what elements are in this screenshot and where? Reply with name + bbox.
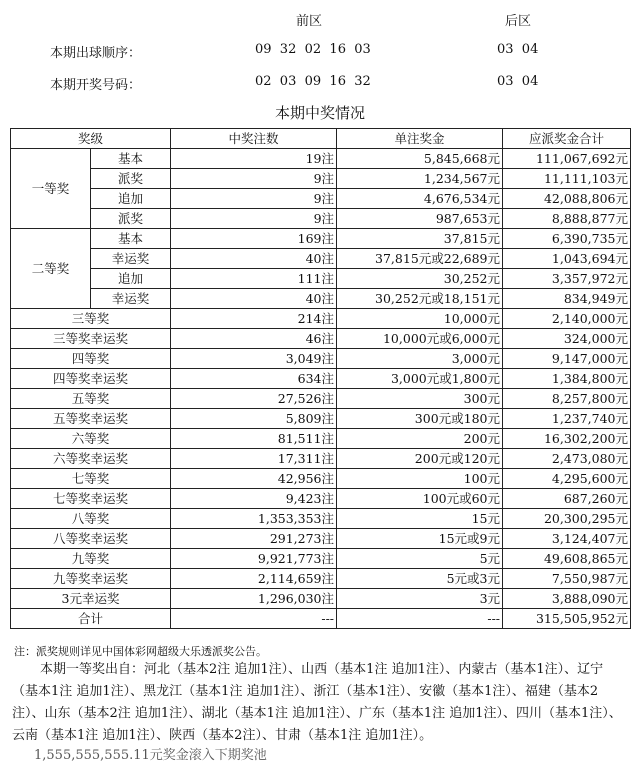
table-row [11,229,631,249]
prize-level-cell: 六等奖 [11,429,171,449]
prize-amount-cell: 4,676,534元 [337,189,503,209]
prize-amount-cell: --- [337,609,503,629]
prize-amount-cell: 10,000元或6,000元 [337,329,503,349]
winner-count-cell: 40注 [171,289,337,309]
winner-count-cell: 81,511注 [171,429,337,449]
table-row [11,189,631,209]
prize-total-cell: 16,302,200元 [503,429,631,449]
winning-numbers-front: 02 03 09 16 32 [255,74,371,89]
prize-total-cell: 324,000元 [503,329,631,349]
prize-total-cell: 3,888,090元 [503,589,631,609]
table-row [11,249,631,269]
table-row [11,609,631,629]
winning-numbers-back: 03 04 [497,74,539,89]
table-row [11,509,631,529]
table-row [11,329,631,349]
prize-amount-cell: 15元 [337,509,503,529]
header-total: 应派奖金合计 [503,129,631,149]
draw-order-front: 09 32 02 16 03 [255,42,371,57]
winner-count-cell: 46注 [171,329,337,349]
prize-sublevel-cell: 派奖 [91,169,171,189]
draw-order-label: 本期出球顺序： [50,46,142,61]
prize-total-cell: 2,140,000元 [503,309,631,329]
prize-total-cell: 1,043,694元 [503,249,631,269]
winner-count-cell: 291,273注 [171,529,337,549]
winner-count-cell: 111注 [171,269,337,289]
prize-sublevel-cell: 基本 [91,229,171,249]
prize-amount-cell: 15元或9元 [337,529,503,549]
header-level: 奖级 [11,129,171,149]
table-row [11,369,631,389]
prize-sublevel-cell: 幸运奖 [91,249,171,269]
table-row [11,489,631,509]
winning-numbers-label: 本期开奖号码： [50,78,142,93]
header-count: 中奖注数 [171,129,337,149]
prize-total-cell: 1,384,800元 [503,369,631,389]
prize-total-cell: 8,257,800元 [503,389,631,409]
prize-level-cell: 八等奖 [11,509,171,529]
prize-amount-cell: 10,000元 [337,309,503,329]
table-row [11,269,631,289]
table-row [11,589,631,609]
table-row [11,389,631,409]
prize-amount-cell: 5元或3元 [337,569,503,589]
prize-total-cell: 6,390,735元 [503,229,631,249]
draw-order-back: 03 04 [497,42,539,57]
table-row [11,409,631,429]
prize-total-cell: 687,260元 [503,489,631,509]
prize-sublevel-cell: 派奖 [91,209,171,229]
table-caption: 本期中奖情况 [274,104,365,122]
prize-level-cell: 七等奖 [11,469,171,489]
prize-total-cell: 42,088,806元 [503,189,631,209]
prize-total-cell: 8,888,877元 [503,209,631,229]
prize-level-cell: 三等奖 [11,309,171,329]
prize-total-cell: 9,147,000元 [503,349,631,369]
prize-amount-cell: 200元或120元 [337,449,503,469]
prize-sublevel-cell: 幸运奖 [91,289,171,309]
prize-total-cell: 20,300,295元 [503,509,631,529]
prize-amount-cell: 100元 [337,469,503,489]
winner-count-cell: 214注 [171,309,337,329]
prize-amount-cell: 100元或60元 [337,489,503,509]
table-row [11,469,631,489]
prize-level-cell: 五等奖 [11,389,171,409]
table-row [11,569,631,589]
winner-count-cell: 17,311注 [171,449,337,469]
prize-amount-cell: 987,653元 [337,209,503,229]
prize-total-cell: 2,473,080元 [503,449,631,469]
winner-count-cell: 9,423注 [171,489,337,509]
prize-table [10,128,631,629]
winner-count-cell: 19注 [171,149,337,169]
winner-count-cell: --- [171,609,337,629]
winner-count-cell: 3,049注 [171,349,337,369]
prize-sublevel-cell: 追加 [91,189,171,209]
prize-total-cell: 1,237,740元 [503,409,631,429]
winner-count-cell: 42,956注 [171,469,337,489]
header-amount: 单注奖金 [337,129,503,149]
prize-amount-cell: 37,815元或22,689元 [337,249,503,269]
winner-count-cell: 1,353,353注 [171,509,337,529]
prize-sublevel-cell: 基本 [91,149,171,169]
table-row [11,429,631,449]
prize-total-cell: 834,949元 [503,289,631,309]
prize-level-cell: 合计 [11,609,171,629]
prize-amount-cell: 5元 [337,549,503,569]
table-row [11,549,631,569]
prize-level-cell: 一等奖 [11,149,91,229]
prize-amount-cell: 300元或180元 [337,409,503,429]
prize-level-cell: 五等奖幸运奖 [11,409,171,429]
winner-count-cell: 9注 [171,209,337,229]
prize-total-cell: 7,550,987元 [503,569,631,589]
prize-amount-cell: 5,845,668元 [337,149,503,169]
winner-count-cell: 2,114,659注 [171,569,337,589]
prize-level-cell: 二等奖 [11,229,91,309]
table-row [11,169,631,189]
prize-amount-cell: 3元 [337,589,503,609]
prize-level-cell: 九等奖幸运奖 [11,569,171,589]
table-row [11,349,631,369]
prize-level-cell: 九等奖 [11,549,171,569]
table-row [11,529,631,549]
winner-count-cell: 27,526注 [171,389,337,409]
prize-level-cell: 3元幸运奖 [11,589,171,609]
front-zone-header: 前区 [296,14,323,29]
back-zone-header: 后区 [505,14,532,29]
prize-level-cell: 八等奖幸运奖 [11,529,171,549]
prize-amount-cell: 37,815元 [337,229,503,249]
first-prize-origin-paragraph: 本期一等奖出自：河北（基本2注 追加1注）、山西（基本1注 追加1注）、内蒙古（基本1注）、辽宁（基本1注 追加1注）、黑龙江（基本1注 追加1注）、浙江（基本1注）、安徽（基本1注）、福建（基本2注）、山东（基本2注 追加1注）、湖北（基本1注 追加1注）、广东（基本1注 追加1注）、四川（基本1注）、云南（基本1注 追加1注）、陕西（基本2注）、甘肃（基本1注 追加1注）。 [12,662,622,743]
prize-amount-cell: 3,000元 [337,349,503,369]
prize-total-cell: 4,295,600元 [503,469,631,489]
table-row [11,209,631,229]
table-header-row [11,129,631,149]
prize-level-cell: 四等奖 [11,349,171,369]
prize-amount-cell: 3,000元或1,800元 [337,369,503,389]
winner-count-cell: 9,921,773注 [171,549,337,569]
winner-count-cell: 40注 [171,249,337,269]
table-row [11,289,631,309]
prize-total-cell: 11,111,103元 [503,169,631,189]
winner-count-cell: 169注 [171,229,337,249]
winner-count-cell: 634注 [171,369,337,389]
winner-count-cell: 9注 [171,189,337,209]
table-row [11,149,631,169]
winner-count-cell: 1,296,030注 [171,589,337,609]
prize-amount-cell: 300元 [337,389,503,409]
prize-level-cell: 七等奖幸运奖 [11,489,171,509]
prize-total-cell: 3,357,972元 [503,269,631,289]
prize-level-cell: 四等奖幸运奖 [11,369,171,389]
winner-count-cell: 5,809注 [171,409,337,429]
prize-amount-cell: 30,252元 [337,269,503,289]
prize-amount-cell: 1,234,567元 [337,169,503,189]
table-row [11,449,631,469]
prize-level-cell: 六等奖幸运奖 [11,449,171,469]
prize-sublevel-cell: 追加 [91,269,171,289]
table-row [11,309,631,329]
prize-amount-cell: 200元 [337,429,503,449]
cut-off-line: 1,555,555,555.11元奖金滚入下期奖池 [34,748,267,763]
prize-total-cell: 3,124,407元 [503,529,631,549]
winner-count-cell: 9注 [171,169,337,189]
prize-amount-cell: 30,252元或18,151元 [337,289,503,309]
prize-total-cell: 315,505,952元 [503,609,631,629]
prize-total-cell: 49,608,865元 [503,549,631,569]
prize-level-cell: 三等奖幸运奖 [11,329,171,349]
footnote: 注：派奖规则详见中国体彩网超级大乐透派奖公告。 [14,645,267,658]
prize-total-cell: 111,067,692元 [503,149,631,169]
